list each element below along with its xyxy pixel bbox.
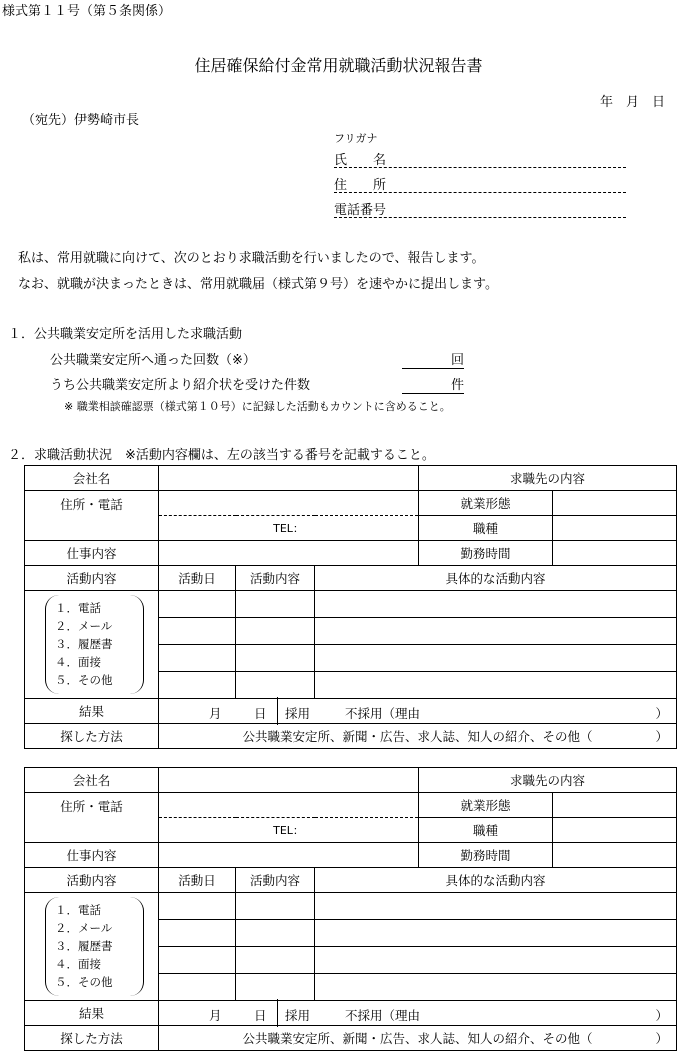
activity-content-cell[interactable] xyxy=(236,591,315,618)
activity-content-cell[interactable] xyxy=(236,893,315,920)
visits-label: 公共職業安定所へ通った回数（※） xyxy=(50,353,256,368)
employment-type-label: 就業形態 xyxy=(419,491,553,516)
job-content-label: 求職先の内容 xyxy=(419,466,677,491)
detail-cell[interactable] xyxy=(315,920,677,947)
method-field[interactable] xyxy=(159,1026,677,1051)
detail-cell[interactable] xyxy=(315,893,677,920)
result-label: 結果 xyxy=(25,699,159,724)
method-field[interactable] xyxy=(159,724,677,749)
section1-heading: １．公共職業安定所を活用した求職活動 xyxy=(8,327,243,342)
address-label: 住 所 xyxy=(334,178,387,193)
section2-heading: ２．求職活動状況 ※活動内容欄は、左の該当する番号を記載すること。 xyxy=(8,448,435,463)
activity-label: 活動内容 xyxy=(25,566,159,591)
work-content-label: 仕事内容 xyxy=(25,541,159,566)
activity-date-cell[interactable] xyxy=(159,920,236,947)
tel-field[interactable] xyxy=(159,516,419,541)
work-hours-field[interactable] xyxy=(553,541,677,566)
phone-field[interactable] xyxy=(334,200,626,218)
employment-type-field[interactable] xyxy=(553,793,677,818)
address-field[interactable] xyxy=(159,793,419,818)
result-close-paren: ） xyxy=(655,705,669,721)
name-field[interactable] xyxy=(334,150,626,168)
furigana-label: フリガナ xyxy=(334,132,378,145)
activity-content-cell[interactable] xyxy=(236,672,315,699)
option-interview: ４．面接 xyxy=(55,957,101,971)
result-hired[interactable]: 採用 xyxy=(285,705,311,721)
result-field[interactable] xyxy=(159,1001,677,1026)
activity-options-list xyxy=(55,599,113,689)
activity-date-cell[interactable] xyxy=(159,893,236,920)
address-phone-label: 住所・電話 xyxy=(25,793,159,843)
activity-options-cell xyxy=(25,591,159,699)
method-label: 探した方法 xyxy=(25,724,159,749)
referrals-field[interactable] xyxy=(402,374,464,394)
activity-date-cell[interactable] xyxy=(159,618,236,645)
activity-date-cell[interactable] xyxy=(159,591,236,618)
option-other: ５．その他 xyxy=(55,673,113,687)
activity-content-cell[interactable] xyxy=(236,974,315,1001)
method-options: 公共職業安定所、新聞・広告、求人誌、知人の紹介、その他（ xyxy=(242,729,593,744)
activity-date-cell[interactable] xyxy=(159,672,236,699)
address-field[interactable] xyxy=(334,175,626,193)
detail-cell[interactable] xyxy=(315,645,677,672)
detail-cell[interactable] xyxy=(315,591,677,618)
address-field[interactable] xyxy=(159,491,419,516)
result-day: 日 xyxy=(254,705,267,721)
option-resume: ３．履歴書 xyxy=(55,939,113,953)
job-content-label: 求職先の内容 xyxy=(419,768,677,793)
employment-type-label: 就業形態 xyxy=(419,793,553,818)
result-day: 日 xyxy=(254,1007,267,1023)
detail-header: 具体的な活動内容 xyxy=(315,566,677,591)
detail-cell[interactable] xyxy=(315,672,677,699)
activity-table-2 xyxy=(24,767,677,1051)
result-field[interactable] xyxy=(159,699,677,724)
tel-field[interactable] xyxy=(159,818,419,843)
option-phone: １．電話 xyxy=(55,903,101,917)
option-resume: ３．履歴書 xyxy=(55,637,113,651)
page-title: 住居確保給付金常用就職活動状況報告書 xyxy=(194,56,483,75)
option-email: ２．メール xyxy=(55,921,113,935)
activity-options-list xyxy=(55,901,113,991)
activity-content-cell[interactable] xyxy=(236,618,315,645)
employment-type-field[interactable] xyxy=(553,491,677,516)
phone-label: 電話番号 xyxy=(334,203,387,218)
visits-unit: 回 xyxy=(450,353,464,368)
visits-field[interactable] xyxy=(402,349,464,369)
tel-label: TEL： xyxy=(273,824,304,837)
activity-options-cell xyxy=(25,893,159,1001)
method-close-paren: ） xyxy=(655,1031,669,1046)
intro-line-1: 私は、常用就職に向けて、次のとおり求職活動を行いましたので、報告します。 xyxy=(18,251,485,266)
activity-date-cell[interactable] xyxy=(159,645,236,672)
detail-cell[interactable] xyxy=(315,618,677,645)
option-email: ２．メール xyxy=(55,619,113,633)
activity-date-cell[interactable] xyxy=(159,947,236,974)
work-hours-label: 勤務時間 xyxy=(419,541,553,566)
work-content-label: 仕事内容 xyxy=(25,843,159,868)
address-phone-label: 住所・電話 xyxy=(25,491,159,541)
activity-content-header: 活動内容 xyxy=(236,868,315,893)
detail-cell[interactable] xyxy=(315,974,677,1001)
referrals-unit: 件 xyxy=(450,378,464,393)
result-label: 結果 xyxy=(25,1001,159,1026)
work-hours-label: 勤務時間 xyxy=(419,843,553,868)
activity-label: 活動内容 xyxy=(25,868,159,893)
company-field[interactable] xyxy=(159,768,419,793)
occupation-label: 職種 xyxy=(419,516,553,541)
result-not-hired[interactable]: 不採用（理由 xyxy=(345,705,421,721)
activity-content-cell[interactable] xyxy=(236,645,315,672)
option-phone: １．電話 xyxy=(55,601,101,615)
method-label: 探した方法 xyxy=(25,1026,159,1051)
result-close-paren: ） xyxy=(655,1007,669,1023)
section1-note: ※ 職業相談確認票（様式第１０号）に記録した活動もカウントに含めること。 xyxy=(64,400,451,413)
activity-date-header: 活動日 xyxy=(159,566,236,591)
result-month: 月 xyxy=(209,1007,222,1023)
intro-line-2: なお、就職が決まったときは、常用就職届（様式第９号）を速やかに提出します。 xyxy=(18,277,498,292)
work-hours-field[interactable] xyxy=(553,843,677,868)
company-label: 会社名 xyxy=(25,466,159,491)
name-label: 氏 名 xyxy=(334,153,387,168)
option-other: ５．その他 xyxy=(55,975,113,989)
company-label: 会社名 xyxy=(25,768,159,793)
form-number: 様式第１１号（第５条関係） xyxy=(2,4,172,19)
activity-content-cell[interactable] xyxy=(236,920,315,947)
activity-content-cell[interactable] xyxy=(236,947,315,974)
result-not-hired[interactable]: 不採用（理由 xyxy=(345,1007,421,1023)
option-interview: ４．面接 xyxy=(55,655,101,669)
result-month: 月 xyxy=(209,705,222,721)
detail-header: 具体的な活動内容 xyxy=(315,868,677,893)
date-field[interactable]: 年 月 日 xyxy=(599,95,665,110)
occupation-field[interactable] xyxy=(553,516,677,541)
addressee: （宛先）伊勢崎市長 xyxy=(22,113,140,128)
work-content-field[interactable] xyxy=(159,541,419,566)
company-field[interactable] xyxy=(159,466,419,491)
referrals-label: うち公共職業安定所より紹介状を受けた件数 xyxy=(50,378,311,393)
work-content-field[interactable] xyxy=(159,843,419,868)
detail-cell[interactable] xyxy=(315,947,677,974)
result-hired[interactable]: 採用 xyxy=(285,1007,311,1023)
activity-content-header: 活動内容 xyxy=(236,566,315,591)
occupation-label: 職種 xyxy=(419,818,553,843)
tel-label: TEL： xyxy=(273,522,304,535)
method-close-paren: ） xyxy=(655,729,669,744)
activity-date-cell[interactable] xyxy=(159,974,236,1001)
activity-date-header: 活動日 xyxy=(159,868,236,893)
method-options: 公共職業安定所、新聞・広告、求人誌、知人の紹介、その他（ xyxy=(242,1031,593,1046)
activity-table-1 xyxy=(24,465,677,749)
occupation-field[interactable] xyxy=(553,818,677,843)
